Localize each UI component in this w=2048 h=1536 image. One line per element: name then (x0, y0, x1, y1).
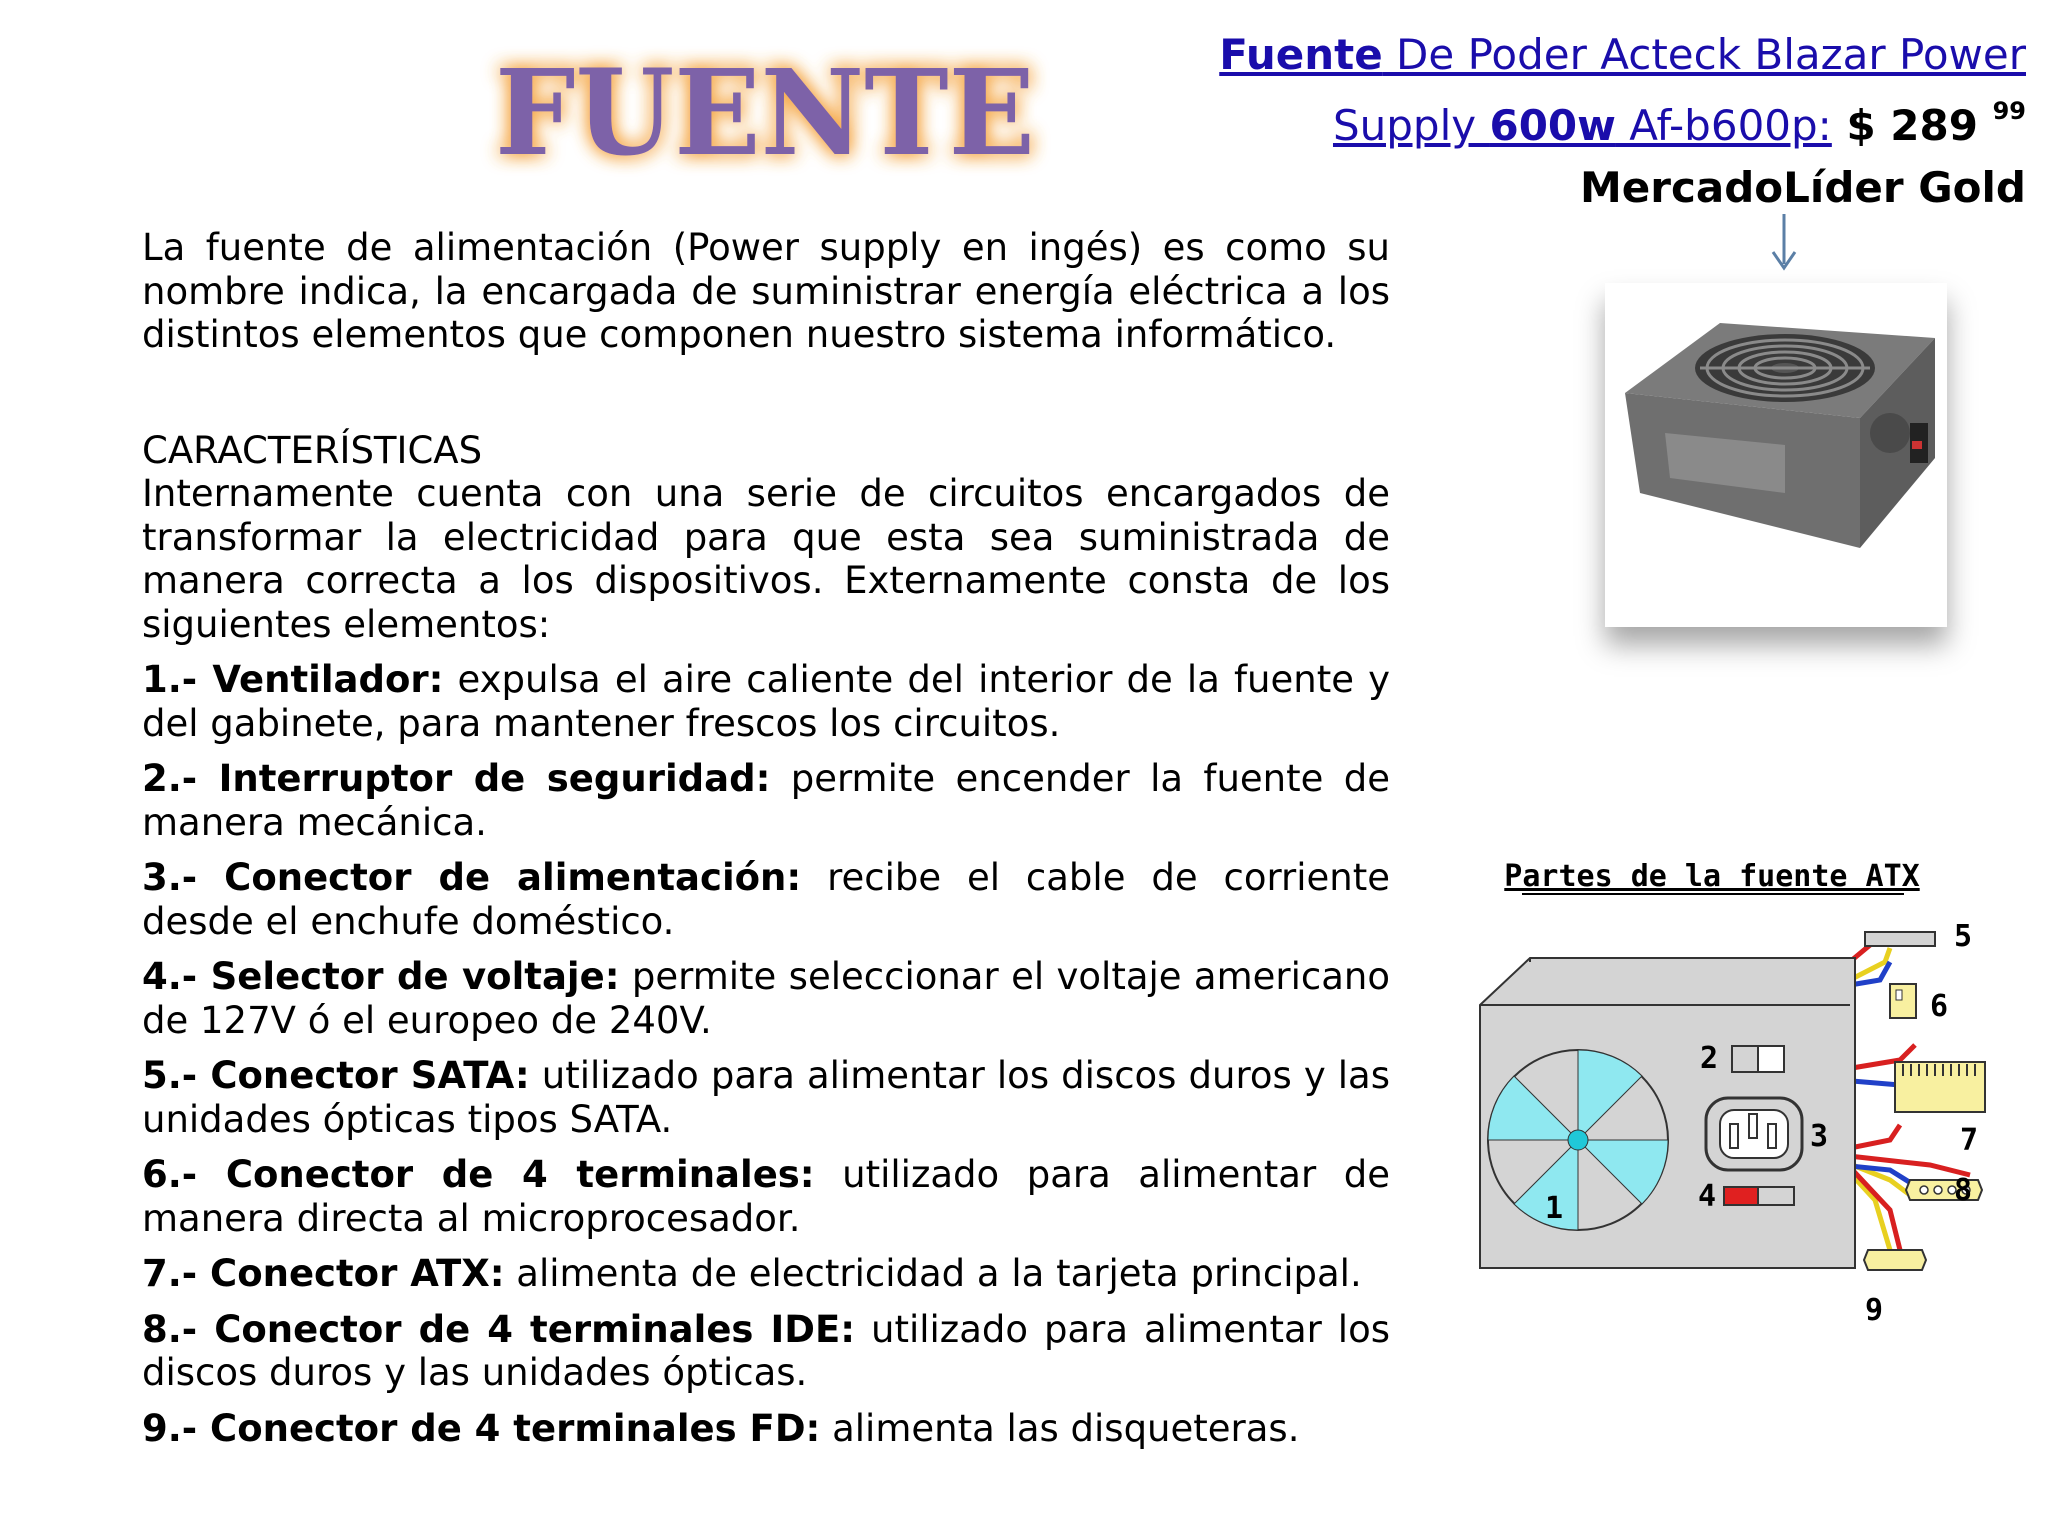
element-item (142, 1407, 1390, 1451)
element-term: 5.- Conector SATA: (142, 1054, 530, 1097)
diagram-title: Partes de la fuente ATX (1504, 859, 1920, 894)
intro-paragraph: La fuente de alimentación (Power supply en ingés) es como su nombre indica, la encargada de suministrar energía eléctrica a los distintos elementos que componen nuestro sistema informático. (142, 226, 1390, 356)
element-term: 1.- Ventilador: (142, 658, 444, 701)
power-supply-photo (1605, 283, 1947, 627)
element-description: utilizado para alimentar de manera directa al microprocesador. (142, 1153, 1390, 1240)
diagram-label-5: 5 (1954, 919, 1973, 954)
product-ad (1126, 24, 2026, 219)
link-model: Af-b600p: (1615, 101, 1832, 150)
element-term: 8.- Conector de 4 terminales IDE: (142, 1307, 856, 1351)
diagram-label-3: 3 (1810, 1119, 1829, 1154)
link-bold-word: Fuente (1219, 30, 1383, 79)
elements-list (142, 658, 1390, 1450)
characteristics-paragraph: Internamente cuenta con una serie de circuitos encargados de transformar la electricidad para que esta sea suministrada de manera correcta a los dispositivos. Externamente consta de los siguientes elementos: (142, 472, 1390, 646)
element-description: alimenta las disqueteras. (820, 1406, 1300, 1450)
element-description: expulsa el aire caliente del interior de la fuente y del gabinete, para mantener frescos los circuitos. (142, 658, 1390, 745)
seller-badge: MercadoLíder Gold (1580, 163, 2026, 212)
element-description: permite encender la fuente de manera mecánica. (142, 757, 1390, 844)
link-wattage: 600w (1489, 101, 1616, 150)
diagram-label-6: 6 (1930, 989, 1949, 1024)
element-item (142, 757, 1390, 844)
title-text: FUENTE (495, 43, 1035, 182)
element-description: utilizado para alimentar los discos duros y las unidades ópticas. (142, 1307, 1391, 1394)
page-title (470, 42, 1060, 192)
element-term: 2.- Interruptor de seguridad: (142, 757, 771, 800)
element-term: 3.- Conector de alimentación: (142, 856, 802, 899)
price (1831, 97, 2026, 150)
diagram-label-8: 8 (1954, 1173, 1973, 1208)
element-item (142, 955, 1390, 1042)
diagram-label-2: 2 (1700, 1041, 1719, 1076)
link-text: De Poder Acteck Blazar Power Supply (1332, 30, 2026, 150)
element-term: 9.- Conector de 4 terminales FD: (142, 1406, 821, 1450)
element-description: permite seleccionar el voltaje americano de 127V ó el europeo de 240V. (142, 955, 1390, 1042)
diagram-label-1: 1 (1545, 1191, 1564, 1226)
element-item (142, 856, 1390, 943)
atx-diagram-svg (1470, 850, 2010, 1370)
element-description: alimenta de electricidad a la tarjeta principal. (504, 1252, 1362, 1295)
price-cents: 99 (1992, 97, 2026, 125)
main-text (142, 226, 1390, 1450)
element-term: 6.- Conector de 4 terminales: (142, 1153, 815, 1196)
element-item (142, 1054, 1390, 1141)
element-item (142, 658, 1390, 745)
price-main: $ 289 (1831, 101, 1978, 150)
title-wordart (470, 42, 1060, 192)
element-item (142, 1252, 1390, 1296)
element-term: 7.- Conector ATX: (142, 1252, 505, 1295)
element-description: utilizado para alimentar los discos duros y las unidades ópticas tipos SATA. (142, 1054, 1391, 1141)
element-item (142, 1153, 1390, 1240)
diagram-label-4: 4 (1698, 1179, 1717, 1214)
atx-parts-diagram (1470, 850, 2010, 1370)
element-term: 4.- Selector de voltaje: (142, 955, 620, 998)
element-description: recibe el cable de corriente desde el enchufe doméstico. (142, 856, 1390, 943)
element-item (142, 1308, 1390, 1395)
diagram-label-9: 9 (1865, 1293, 1884, 1328)
diagram-label-7: 7 (1960, 1123, 1979, 1158)
characteristics-heading: CARACTERÍSTICAS (142, 428, 483, 472)
psu-illustration (1605, 283, 1947, 627)
down-arrow-icon (1770, 212, 1798, 272)
